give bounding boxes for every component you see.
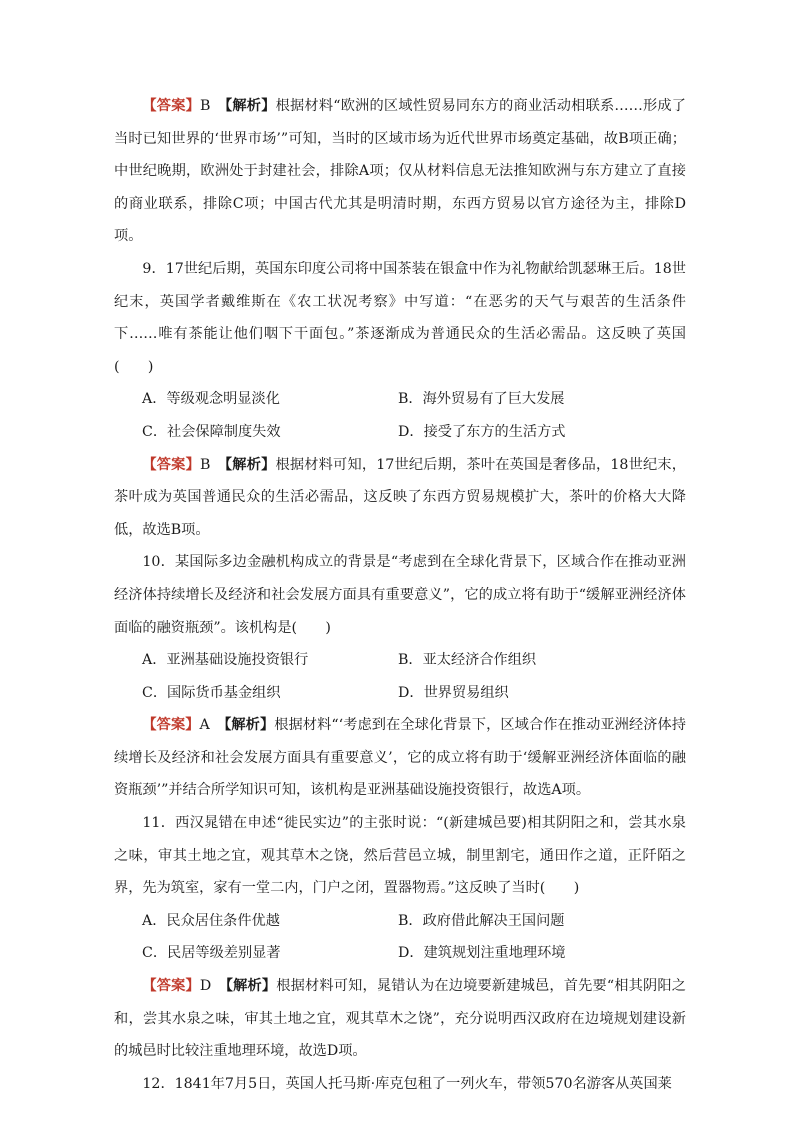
option-b: B．政府借此解决王国问题	[398, 912, 565, 929]
analysis-text: 根据材料可知，17世纪后期，茶叶在英国是奢侈品，18世纪末，茶叶成为英国普通民众的生活必需品，这反映了东西方贸易规模扩大，茶叶的价格大大降低，故选B项。	[114, 456, 686, 538]
q11-answer-paragraph	[114, 970, 686, 1068]
option-b: B．海外贸易有了巨大发展	[398, 391, 565, 408]
option-a: A．亚洲基础设施投资银行	[142, 652, 309, 669]
answer-value: B	[200, 98, 211, 114]
option-a: A．民众居住条件优越	[142, 912, 280, 929]
q9-answer-paragraph	[114, 449, 686, 547]
answer-label: 【答案】	[142, 98, 201, 114]
analysis-text: 根据材料“‘考虑到在全球化背景下，区域合作在推动亚洲经济体持续增长及经济和社会发展方面具有重要意义’，它的成立将有助于‘缓解亚洲经济体面临的融资瓶颈’”并结合所学知识可知，该机构是亚洲基础设施投资银行，故选A项。	[114, 717, 686, 799]
answer-label: 【答案】	[142, 717, 200, 734]
option-a: A．等级观念明显淡化	[142, 391, 280, 408]
q11-stem: 11．西汉晁错在申述“徙民实边”的主张时说：“(新建城邑要)相其阴阳之和，尝其水泉之味，审其土地之宜，观其草木之饶，然后营邑立城，制里割宅，通田作之道，正阡陌之界，先为筑室，家有一堂二内，门户之闭，置器物焉。”这反映了当时( )	[114, 815, 686, 897]
analysis-label: 【解析】	[225, 978, 277, 995]
q11-options	[114, 905, 686, 970]
analysis-label: 【解析】	[225, 456, 276, 473]
q8-answer-paragraph	[114, 90, 686, 253]
option-c: C．民居等级差别显著	[142, 945, 281, 962]
q9-options	[114, 383, 686, 448]
analysis-label: 【解析】	[225, 98, 276, 114]
option-d: D．世界贸易组织	[398, 684, 509, 701]
answer-value: D	[199, 978, 212, 995]
option-d: D．建筑规划注重地理环境	[398, 945, 566, 962]
q12-stem: 12．1841年7月5日，英国人托马斯·库克包租了一列火车，带领570名游客从英国莱	[142, 1075, 672, 1092]
option-c: C．社会保障制度失效	[142, 423, 281, 440]
answer-label: 【答案】	[142, 456, 200, 473]
answer-value: A	[199, 717, 210, 734]
option-b: B．亚太经济合作组织	[398, 652, 537, 669]
document-page	[114, 90, 686, 1100]
option-d: D．接受了东方的生活方式	[398, 423, 566, 440]
analysis-text: 根据材料可知，晁错认为在边境要新建城邑，首先要“相其阴阳之和，尝其水泉之味，审其土地之宜，观其草木之饶”，充分说明西汉政府在边境规划建设新的城邑时比较注重地理环境，故选D项。	[114, 978, 686, 1060]
answer-label: 【答案】	[142, 978, 200, 995]
q10-stem: 10．某国际多边金融机构成立的背景是“考虑到在全球化背景下，区域合作在推动亚洲经济体持续增长及经济和社会发展方面具有重要意义”，它的成立将有助于“缓解亚洲经济体面临的融资瓶颈”。该机构是( )	[114, 554, 686, 636]
q9-stem: 9．17世纪后期，英国东印度公司将中国茶装在银盒中作为礼物献给凯瑟琳王后。18世纪末，英国学者戴维斯在《农工状况考察》中写道：“在恶劣的天气与艰苦的生活条件下……唯有茶能让他们咽下干面包。”茶逐渐成为普通民众的生活必需品。这反映了英国( )	[114, 260, 686, 375]
analysis-text: 根据材料“欧洲的区域性贸易同东方的商业活动相联系……形成了当时已知世界的‘世界市场’”可知，当时的区域市场为近代世界市场奠定基础，故B项正确；中世纪晚期，欧洲处于封建社会，排除A项；仅从材料信息无法推知欧洲与东方建立了直接的商业联系，排除C项；中国古代尤其是明清时期，东西方贸易以官方途径为主，排除D项。	[114, 98, 686, 245]
answer-value: B	[199, 456, 211, 473]
q10-options	[114, 644, 686, 709]
option-c: C．国际货币基金组织	[142, 684, 281, 701]
analysis-label: 【解析】	[224, 717, 275, 734]
q10-answer-paragraph	[114, 709, 686, 807]
